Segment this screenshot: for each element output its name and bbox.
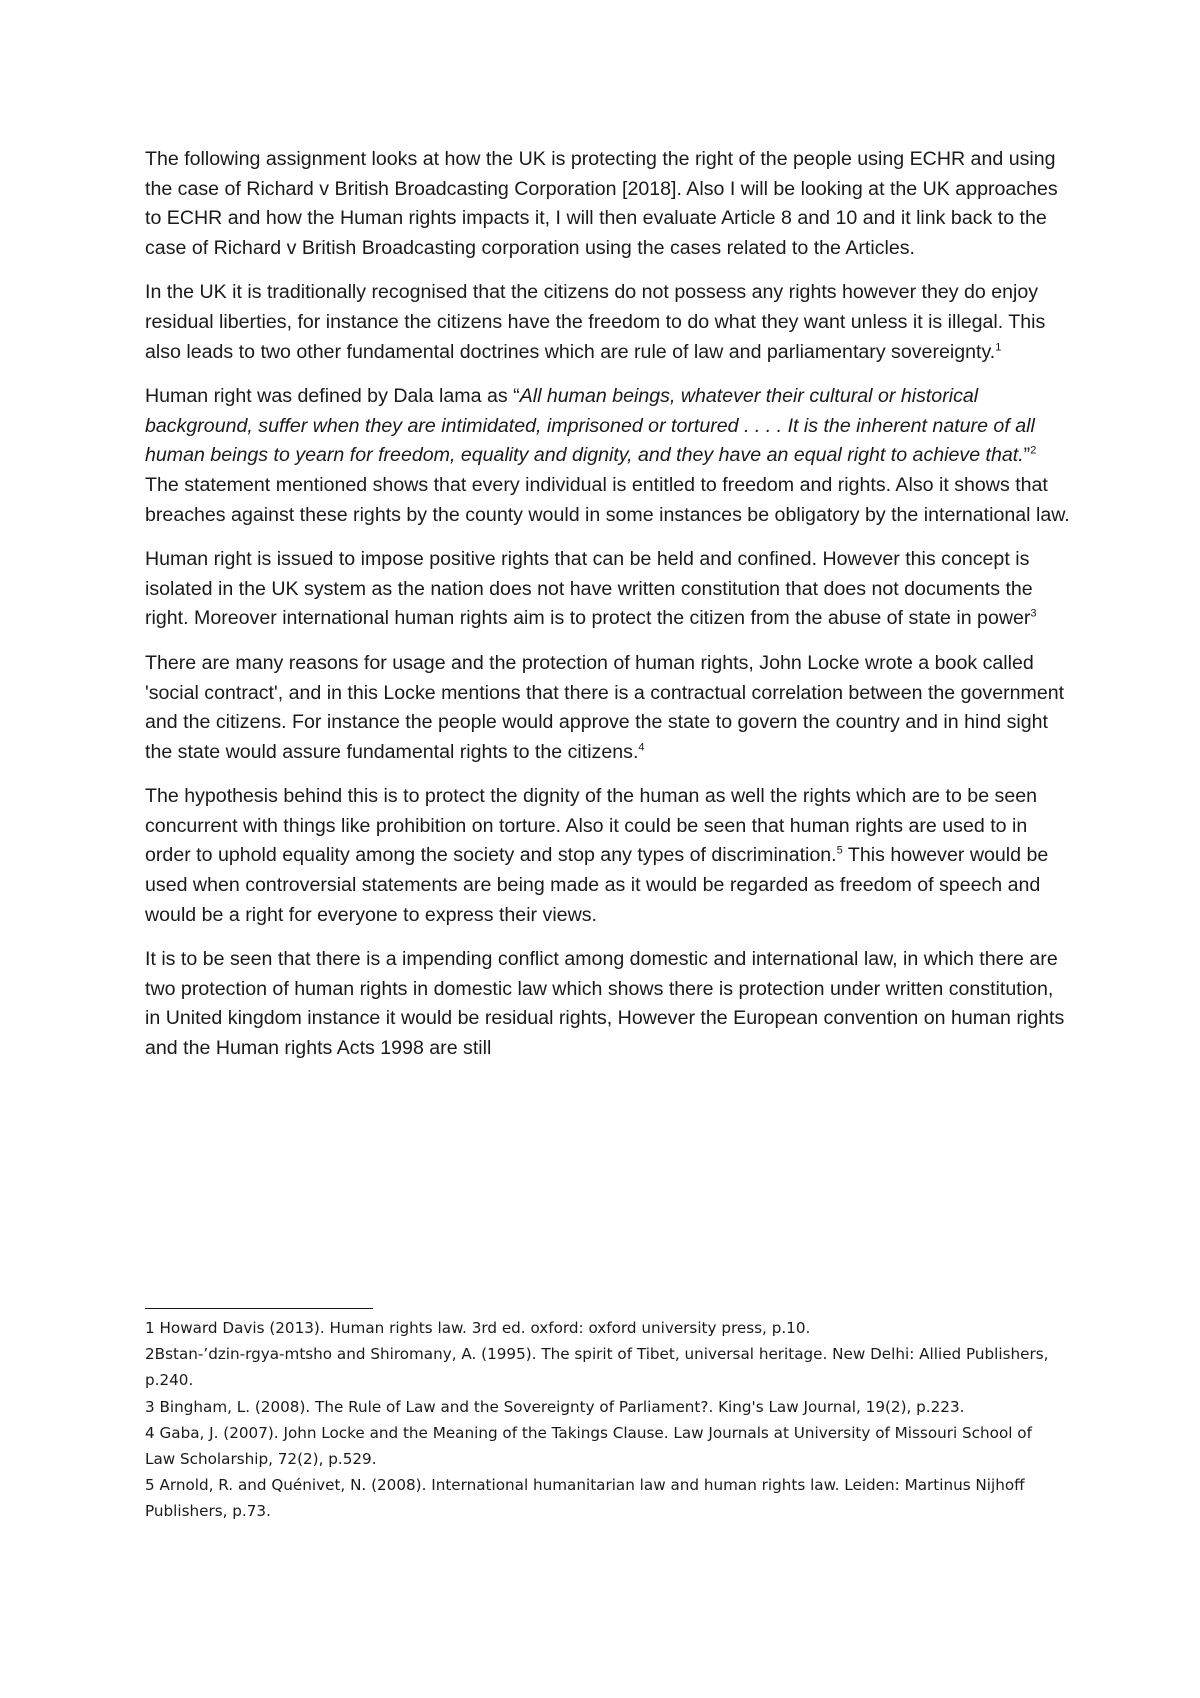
footnote-1: 1 Howard Davis (2013). Human rights law. 3rd ed. oxford: oxford university press, p.10.: [145, 1319, 811, 1337]
footnote-5: 5 Arnold, R. and Quénivet, N. (2008). International humanitarian law and human rights law. Leiden: Martinus Nijhoff Publishers, p.73.: [145, 1476, 1025, 1521]
paragraph-positive-rights: [145, 545, 1070, 634]
footnote-2: 2Bstan-’dzin-rgya-mtsho and Shiromany, A. (1995). The spirit of Tibet, universal heritage. New Delhi: Allied Publishers, p.240.: [145, 1345, 1049, 1390]
quotation: All human beings, whatever their cultural or historical background, suffer when they are intimidated, imprisoned or tortured . . . . It is the inherent nature of all human beings to yearn for freedom, equality and dignity, and they have an equal right to achieve that.: [145, 385, 1035, 467]
paragraph-text: It is to be seen that there is a impending conflict among domestic and international law, in which there are two protection of human rights in domestic law which shows there is protection under written constitution, in United kingdom instance it would be residual rights, However the European convention on human rights and the Human rights Acts 1998 are still: [145, 948, 1065, 1060]
paragraph-text: Human right was defined by Dala lama as “: [145, 385, 520, 408]
paragraph-intro: [145, 145, 1070, 263]
footnotes: [145, 1315, 1065, 1525]
paragraph-social-contract: [145, 649, 1070, 767]
paragraph-text: In the UK it is traditionally recognised that the citizens do not possess any rights however they do enjoy residual liberties, for instance the citizens have the freedom to do what they want unless it is illegal. This also leads to two other fundamental doctrines which are rule of law and parliamentary sovereignty.: [145, 281, 1046, 363]
footnote-marker: 2: [1030, 444, 1037, 457]
footnote-marker: 3: [1030, 607, 1037, 620]
paragraph-text: Human right is issued to impose positive rights that can be held and confined. However this concept is isolated in the UK system as the nation does not have written constitution that does not documents the right. Moreover international human rights aim is to protect the citizen from the abuse of state in power: [145, 548, 1033, 630]
document-body: [145, 145, 1070, 1079]
footnote-separator: [145, 1308, 373, 1309]
paragraph-text: The statement mentioned shows that every individual is entitled to freedom and rights. Also it shows that breaches against these rights by the county would in some instances be obligatory by the international law.: [145, 473, 1070, 526]
paragraph-residual-liberties: [145, 278, 1070, 367]
footnote-marker: 1: [995, 341, 1002, 354]
footnote-4: 4 Gaba, J. (2007). John Locke and the Meaning of the Takings Clause. Law Journals at University of Missouri School of Law Scholarship, 72(2), p.529.: [145, 1423, 1032, 1469]
footnote-marker: 5: [836, 844, 843, 857]
paragraph-text: The following assignment looks at how the UK is protecting the right of the people using ECHR and using the case of Richard v British Broadcasting Corporation [2018]. Also I will be looking at the UK approaches to ECHR and how the Human rights impacts it, I will then evaluate Article 8 and 10 and it link back to the case of Richard v British Broadcasting corporation using the cases related to the Articles.: [145, 148, 1058, 259]
paragraph-conflict: [145, 945, 1070, 1063]
paragraph-text: The hypothesis behind this is to protect the dignity of the human as well the rights which are to be seen concurrent with things like prohibition on torture. Also it could be seen that human rights are used to in order to uphold equality among the society and stop any types of discrimination.: [145, 785, 1038, 867]
paragraph-text: There are many reasons for usage and the protection of human rights, John Locke wrote a book called 'social contract', and in this Locke mentions that there is a contractual correlation between the government and the citizens. For instance the people would approve the state to govern the country and in hind sight the state would assure fundamental rights to the citizens.: [145, 651, 1065, 763]
quote-close-mark: ”: [1023, 444, 1031, 467]
paragraph-hypothesis: [145, 782, 1070, 930]
paragraph-text: This however would be used when controversial statements are being made as it would be regarded as freedom of speech and would be a right for everyone to express their views.: [145, 844, 1049, 926]
footnote-marker: 4: [638, 741, 645, 754]
footnote-3: 3 Bingham, L. (2008). The Rule of Law and the Sovereignty of Parliament?. King's Law Journal, 19(2), p.223.: [145, 1397, 965, 1416]
paragraph-dalai-lama-quote: [145, 382, 1070, 530]
